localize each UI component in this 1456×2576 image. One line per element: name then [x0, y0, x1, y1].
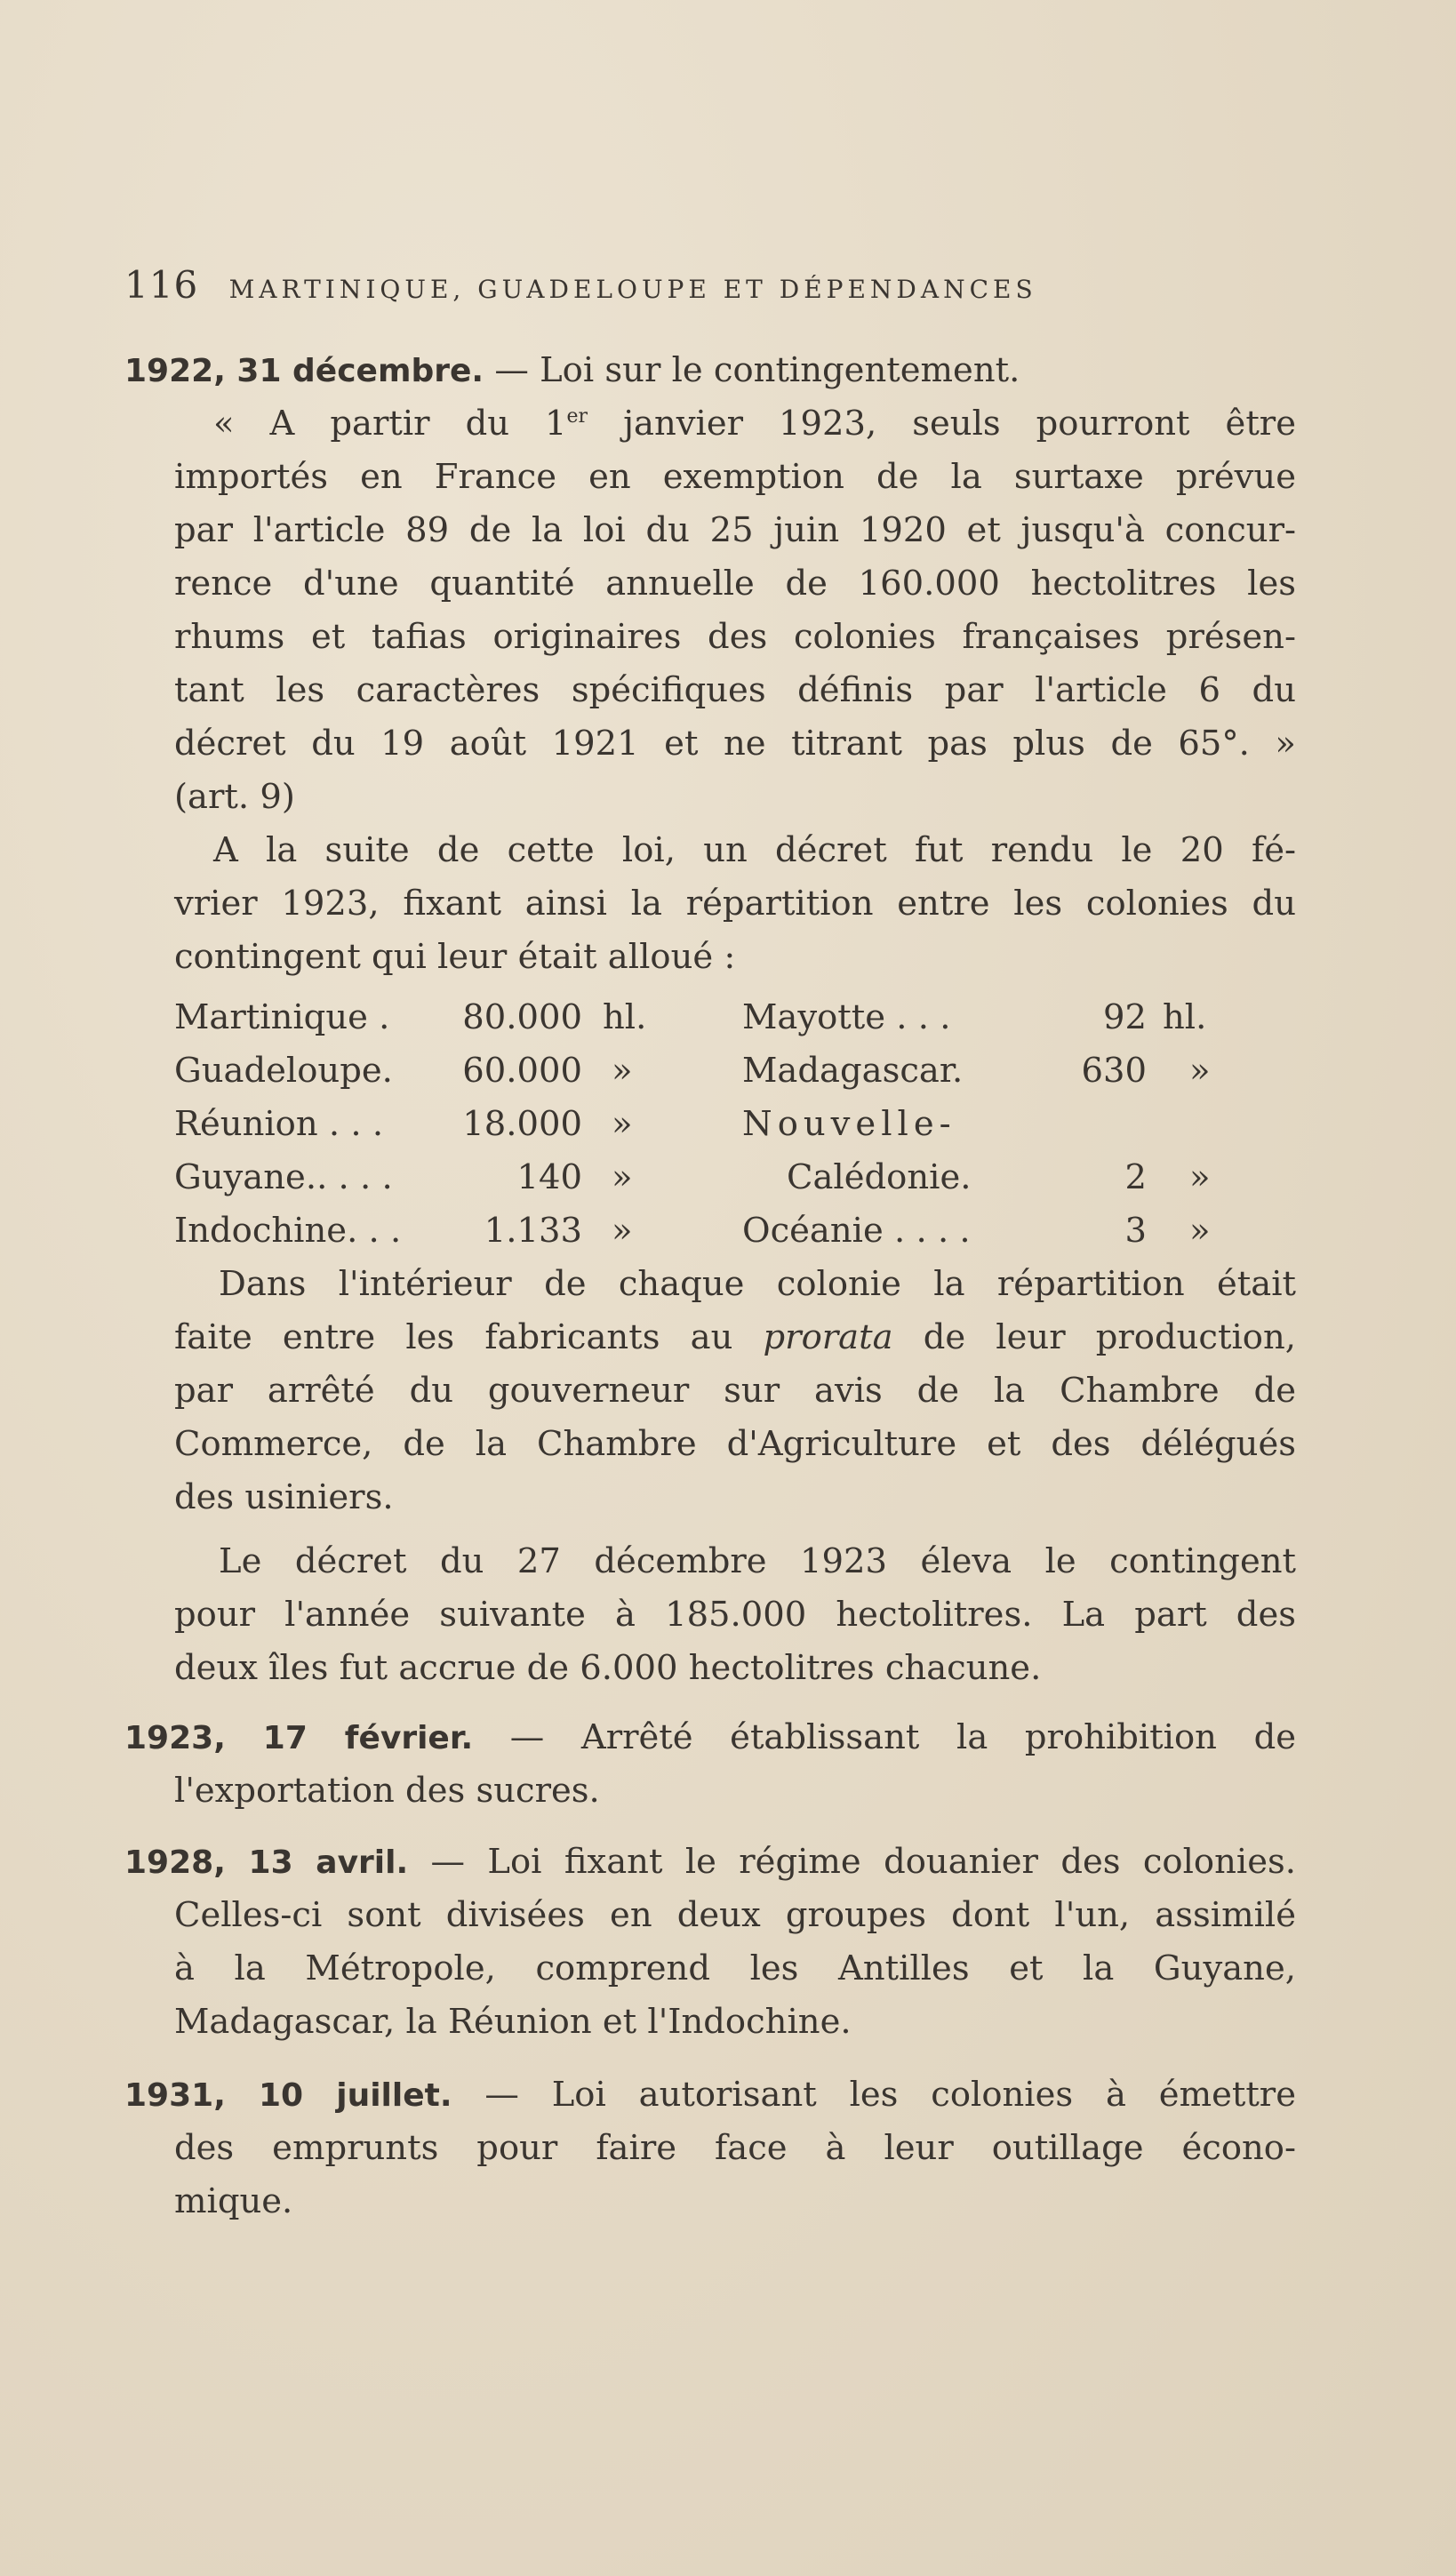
- paragraph-line: deux îles fut accrue de 6.000 hectolitres chacune.: [174, 1648, 1042, 1688]
- quote-line: décret du 19 août 1921 et ne titrant pas plus de 65°. »: [174, 724, 1296, 764]
- entry-1931-heading: [124, 2075, 1296, 2115]
- paragraph-line: Dans l'intérieur de chaque colonie la répartition était: [219, 1264, 1296, 1304]
- entry-title: — Arrêté établissant la prohibition de: [509, 1717, 1296, 1757]
- paragraph-line: faite entre les fabricants au prorata de leur production,: [174, 1317, 1296, 1357]
- entry-date: 1923, 17 février.: [124, 1720, 474, 1756]
- entry-date: 1922, 31 décembre.: [124, 353, 484, 389]
- quote-line: rhums et tafias originaires des colonies françaises présen-: [174, 617, 1296, 657]
- paragraph-line: des emprunts pour faire face à leur outillage écono-: [174, 2128, 1296, 2168]
- paragraph-line: par arrêté du gouverneur sur avis de la Chambre de: [174, 1371, 1296, 1411]
- paragraph-line: pour l'année suivante à 185.000 hectolitres. La part des: [174, 1595, 1296, 1635]
- paragraph-line: vrier 1923, fixant ainsi la répartition entre les colonies du: [174, 884, 1296, 924]
- page-number: 116: [124, 263, 199, 307]
- italic-term: prorata: [763, 1317, 893, 1357]
- quote-line: par l'article 89 de la loi du 25 juin 1920 et jusqu'à concur-: [174, 510, 1296, 550]
- quote-line: importés en France en exemption de la surtaxe prévue: [174, 457, 1296, 497]
- paragraph-line: Celles-ci sont divisées en deux groupes dont l'un, assimilé: [174, 1895, 1296, 1935]
- paragraph-line: l'exportation des sucres.: [174, 1771, 600, 1811]
- paragraph-line: des usiniers.: [174, 1477, 394, 1517]
- running-title: MARTINIQUE, GUADELOUPE ET DÉPENDANCES: [228, 275, 1037, 304]
- quote-line: tant les caractères spécifiques définis par l'article 6 du: [174, 670, 1296, 710]
- quote-line: rence d'une quantité annuelle de 160.000 hectolitres les: [174, 564, 1296, 604]
- entry-title: — Loi fixant le régime douanier des colonies.: [430, 1842, 1296, 1882]
- book-page: 116 MARTINIQUE, GUADELOUPE ET DÉPENDANCES 1922, 31 décembre. — Loi sur le contingentement. « A partir du 1er janvier 1923, seuls pourront être importés en France en exemption de la surtaxe prévue par l'article 89 de la loi du 25 juin 1920 et jusqu'à concur- rence d'une quantité annuelle de 160.000 hectolitres les rhums et tafias originaires des colonies françaises présen- tant les caractères spécifiques définis par l'article 6 du décret du 19 août 1921 et ne titrant pas plus de 65°. » (art. 9) A la suite de cette loi, un décret fut rendu le 20 fé- vrier 1923, fixant ainsi la répartition entre les colonies du contingent qui leur était alloué : Martinique . 80.000 hl. Mayotte . . . 92 hl. Guadeloupe. 60.000 » Madagascar. 630 » Réunion . . . 18.000 » Nouvelle- Guyane.. . . . 140 » Calédonie. 2 » Indochine. . . 1.133 » Océanie . . . . 3 » Dans l'intérieur de chaque colonie la répartition était faite entre les fabricants au prorata de leur production, par arrêté du gouverneur sur avis de la Chambre de Commerce, de la Chambre d'Agriculture et des délégués des usiniers. Le décret du 27 décembre 1923 éleva le contingent pour l'année suivante à 185.000 hectolitres. La part des deux îles fut accrue de 6.000 hectolitres chacune. 1923, 17 février. — Arrêté établissant la prohibition de l'exportation des sucres. 1928, 13 avril. — Loi fixant le régime douanier des colonies. Celles-ci sont divisées en deux groupes dont l'un, assimilé à la Métropole, comprend les Antilles et la Guyane, Madagascar, la Réunion et l'Indochine. 1931, 10 juillet. — Loi autorisant les colonies à émettre des emprunts pour faire face à leur outillage écono- mique.: [124, 263, 1296, 2221]
- entry-1928-heading: [124, 1842, 1296, 1882]
- paragraph-line: A la suite de cette loi, un décret fut rendu le 20 fé-: [213, 830, 1296, 870]
- paragraph-line: contingent qui leur était alloué :: [174, 937, 736, 977]
- paragraph-line: Le décret du 27 décembre 1923 éleva le contingent: [219, 1541, 1296, 1581]
- quote-line: (art. 9): [174, 777, 295, 817]
- entry-date: 1928, 13 avril.: [124, 1844, 409, 1881]
- entry-title: — Loi autorisant les colonies à émettre: [484, 2075, 1296, 2115]
- running-header: [124, 263, 1037, 307]
- entry-1922-heading: [124, 350, 1020, 390]
- entry-1923-heading: [124, 1717, 1296, 1757]
- paragraph-line: mique.: [174, 2181, 293, 2221]
- entry-title: — Loi sur le contingentement.: [494, 350, 1020, 390]
- entry-date: 1931, 10 juillet.: [124, 2077, 452, 2114]
- paragraph-line: Commerce, de la Chambre d'Agriculture et des délégués: [174, 1424, 1296, 1464]
- paragraph-line: Madagascar, la Réunion et l'Indochine.: [174, 2002, 852, 2042]
- paragraph-line: à la Métropole, comprend les Antilles et la Guyane,: [174, 1948, 1296, 1988]
- quote-line: « A partir du 1er janvier 1923, seuls pourront être: [213, 404, 1296, 444]
